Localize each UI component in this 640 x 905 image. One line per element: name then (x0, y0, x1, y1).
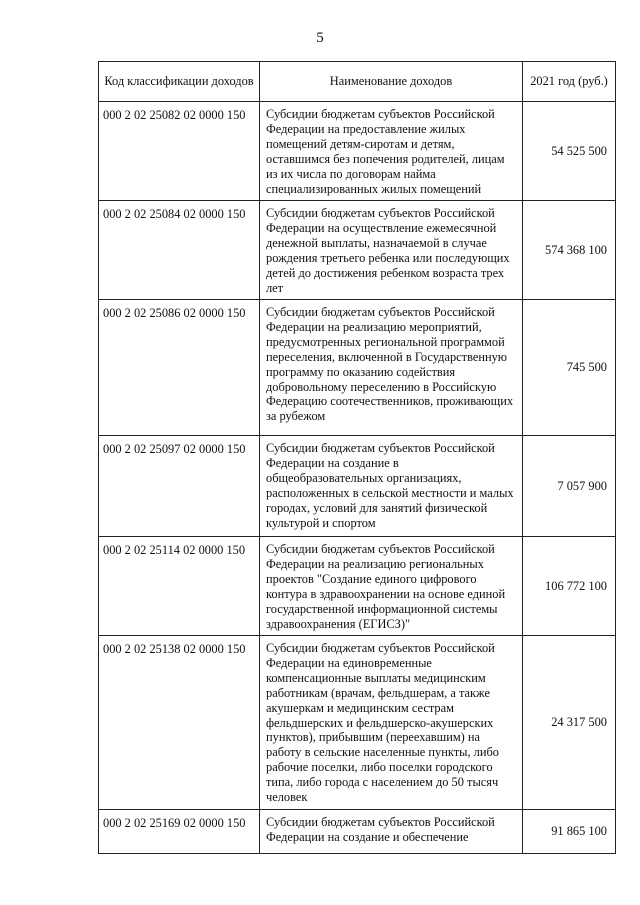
table-row (99, 102, 616, 201)
income-name-cell: Субсидии бюджетам субъектов Российской Федерации на единовременные компенсационные выплаты медицинским работникам (врачам, фельдшерам, а также акушеркам и медицинским сестрам фельдшерских и фельдшерско-акушерских пунктов), прибывшим (переехавшим) на работу в сельские населенные пункты, либо рабочие поселки, либо поселки городского типа, либо города с населением до 50 тысяч человек (260, 636, 523, 810)
income-code-cell: 000 2 02 25097 02 0000 150 (99, 436, 260, 537)
income-table (98, 61, 616, 854)
income-name-cell: Субсидии бюджетам субъектов Российской Федерации на осуществление ежемесячной денежной выплаты, назначаемой в случае рождения третьего ребенка или последующих детей до достижения ребенком возраста трех лет (260, 201, 523, 300)
income-name-cell: Субсидии бюджетам субъектов Российской Федерации на реализацию мероприятий, предусмотренных региональной программой переселения, включенной в Государственную программу по оказанию содействия добровольному переселению в Российскую Федерацию соотечественников, проживающих за рубежом (260, 300, 523, 436)
income-code-cell: 000 2 02 25114 02 0000 150 (99, 537, 260, 636)
table-header-row (99, 62, 616, 102)
income-amount-cell: 574 368 100 (523, 201, 616, 300)
income-name-cell: Субсидии бюджетам субъектов Российской Федерации на предоставление жилых помещений детям-сиротам и детям, оставшимся без попечения родителей, лицам из их числа по договорам найма специализированных жилых помещений (260, 102, 523, 201)
income-code-cell: 000 2 02 25082 02 0000 150 (99, 102, 260, 201)
table-row (99, 201, 616, 300)
table-row (99, 537, 616, 636)
income-amount-cell: 91 865 100 (523, 810, 616, 854)
header-amount: 2021 год (руб.) (523, 62, 616, 102)
table-row (99, 636, 616, 810)
header-name: Наименование доходов (260, 62, 523, 102)
income-code-cell: 000 2 02 25086 02 0000 150 (99, 300, 260, 436)
income-name-cell: Субсидии бюджетам субъектов Российской Федерации на реализацию региональных проектов "Создание единого цифрового контура в здравоохранении на основе единой государственной информационной системы здравоохранения (ЕГИСЗ)" (260, 537, 523, 636)
table-row (99, 300, 616, 436)
income-name-cell: Субсидии бюджетам субъектов Российской Федерации на создание в общеобразовательных организациях, расположенных в сельской местности и малых городах, условий для занятий физической культурой и спортом (260, 436, 523, 537)
income-name-cell: Субсидии бюджетам субъектов Российской Федерации на создание и обеспечение (260, 810, 523, 854)
income-code-cell: 000 2 02 25084 02 0000 150 (99, 201, 260, 300)
header-code: Код классификации доходов (99, 62, 260, 102)
income-amount-cell: 7 057 900 (523, 436, 616, 537)
income-amount-cell: 745 500 (523, 300, 616, 436)
income-amount-cell: 106 772 100 (523, 537, 616, 636)
income-amount-cell: 54 525 500 (523, 102, 616, 201)
income-amount-cell: 24 317 500 (523, 636, 616, 810)
income-code-cell: 000 2 02 25169 02 0000 150 (99, 810, 260, 854)
table-row (99, 436, 616, 537)
income-code-cell: 000 2 02 25138 02 0000 150 (99, 636, 260, 810)
table-row (99, 810, 616, 854)
page-number: 5 (316, 30, 324, 46)
